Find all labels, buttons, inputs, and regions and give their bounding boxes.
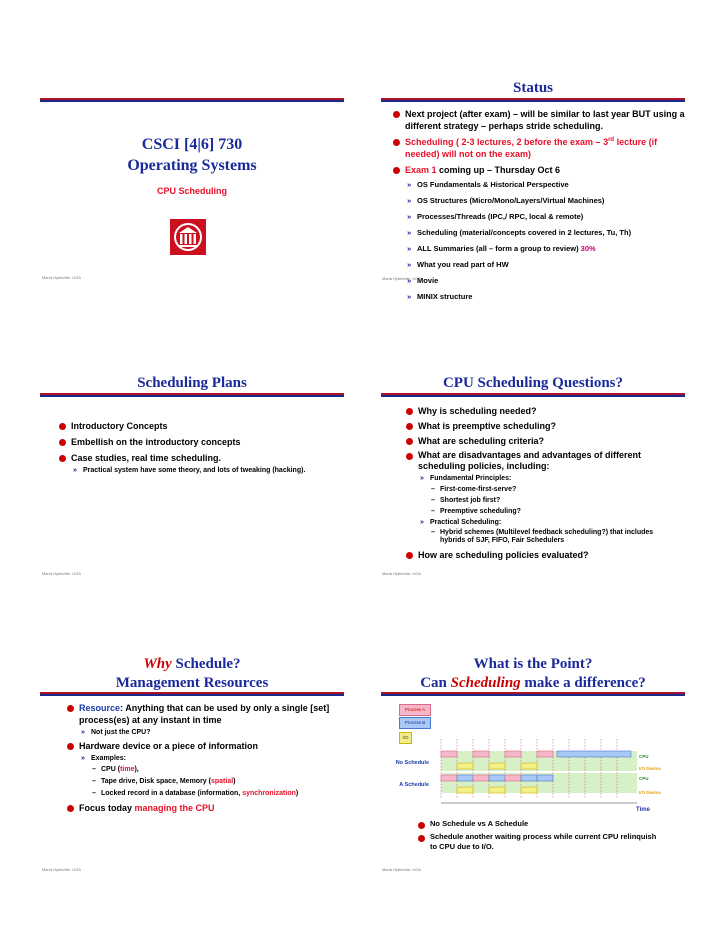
lane-label: CPU [639,776,649,781]
title-bar-4 [381,393,685,397]
point-bullet: No Schedule vs A Schedule [417,819,657,829]
plans-bullets [58,420,308,476]
io-burst [457,763,473,769]
footer-4: Maria Hybinette, UGA [382,571,421,576]
cpu-burst-b [521,775,537,781]
question-sub: » Fundamental Principles: – First-come-first-serve? – Shortest job first? – Preemptive scheduling? [418,474,670,516]
cpu-burst-a [473,775,489,781]
question-sub-item: – First-come-first-serve? [430,485,670,494]
lane-label: I/O Device [639,790,661,795]
footer-3: Maria Hybinette, UGA [42,571,81,576]
status-bullet-project: Next project (after exam) – will be similar to last year BUT using a different strategy – perhaps stride scheduling. [392,108,687,132]
exam-topic: » MINIX structure [405,291,687,302]
io-burst [489,787,505,793]
footer-1: Maria Hybinette, UGA [42,275,81,280]
plans-title: Scheduling Plans [137,375,247,391]
schedule-timeline [381,737,685,817]
exam-topic: » OS Fundamentals & Historical Perspective [405,179,687,190]
cpu-burst-a [505,775,521,781]
course-title: CSCI [4|6] 730 Operating Systems [127,136,257,174]
question-bullet: What are scheduling criteria? [405,435,670,447]
lane-label: I/O Device [639,766,661,771]
exam-topics [405,179,687,302]
row-label: A Schedule [399,782,429,788]
exam-topic: » OS Structures (Micro/Mono/Layers/Virtual Machines) [405,195,687,206]
cpu-burst-b [489,775,505,781]
exam-topic: » Movie [405,275,687,286]
legend-process-a: Process A [399,704,431,716]
time-label: Time [636,807,650,813]
why-bullet-hardware: Hardware device or a piece of information » Examples: – CPU (time), – Tape drive, Disk space, Memory (spatial) – Locked record in a database (information, synchronization) [66,740,331,798]
plans-bullet: Introductory Concepts [58,420,308,432]
status-bullet-exam: Exam 1 coming up – Thursday Oct 6 » OS Fundamentals & Historical Perspective » OS Structures (Micro/Mono/Layers/Virtual Machines) » Processes/Threads (IPC,/ RPC, local & remote) » Scheduling (material/concepts covered in 2 lectures, Tu, Th) » ALL Summaries (all – form a group to review) 30% » What you read part of HW » Movie » MINIX structure [392,164,687,302]
why-bullet-focus: Focus today managing the CPU [66,802,331,814]
questions-bullets [405,405,670,561]
exam-topic: » What you read part of HW [405,259,687,270]
cpu-burst-a [441,751,457,757]
cpu-burst-a [473,751,489,757]
exam-topic: » Scheduling (material/concepts covered in 2 lectures, Tu, Th) [405,227,687,238]
cpu-burst-b [557,751,631,757]
example-item: – Locked record in a database (information, synchronization) [91,789,331,798]
cpu-burst-b [457,775,473,781]
why-sub: » Examples: – CPU (time), – Tape drive, Disk space, Memory (spatial) – Locked record in a database (information, synchronization) [79,753,331,798]
title-bar-5 [40,692,344,696]
why-title: Why Schedule? Management Resources [115,656,269,691]
lane-label: CPU [639,754,649,759]
legend-io: I/O [399,732,412,744]
why-sub: » Not just the CPU? [79,727,331,738]
why-bullets [66,702,331,814]
exam-topic: » Processes/Threads (IPC,/ RPC, local & remote) [405,211,687,222]
status-bullet-scheduling: Scheduling ( 2-3 lectures, 2 before the exam – 3rd lecture (if needed) will not on the exam) [392,136,687,160]
questions-title: CPU Scheduling Questions? [442,375,624,391]
footer-5: Maria Hybinette, UGA [42,867,81,872]
question-bullet: Why is scheduling needed? [405,405,670,417]
io-burst [457,787,473,793]
status-bullets [392,108,687,302]
question-sub: » Practical Scheduling: – Hybrid schemes (Multilevel feedback scheduling?) that includes hybrids of SJF, FIFO, Fair Schedulers [418,518,670,545]
question-sub-item: – Shortest job first? [430,496,670,505]
question-bullet: What is preemptive scheduling? [405,420,670,432]
footer-2: Maria Hybinette, UGA [382,276,421,281]
io-burst [489,763,505,769]
title-bar-6 [381,692,685,696]
cpu-burst-a [441,775,457,781]
question-bullet: What are disadvantages and advantages of different scheduling policies, including: » Fundamental Principles: – First-come-first-serve? – Shortest job first? – Preemptive scheduling? » Practical Scheduling: – Hybrid schemes (Multilevel feedback scheduling?) that includes hybrids of SJF, FIFO, Fair Schedulers [405,450,670,545]
point-bullets [417,819,657,852]
question-sub-item: – Preemptive scheduling? [430,507,670,516]
io-burst [521,763,537,769]
title-bar-2 [381,98,685,102]
cpu-burst-a [537,751,553,757]
point-bullet: Schedule another waiting process while current CPU relinquish to CPU due to I/O. [417,832,657,852]
question-bullet: How are scheduling policies evaluated? [405,549,670,561]
why-bullet-resource: Resource: Anything that can be used by only a single [set] process(es) at any instant in time » Not just the CPU? [66,702,331,738]
point-title: What is the Point? Can Scheduling make a difference? [420,656,646,691]
exam-topic: » ALL Summaries (all – form a group to review) 30% [405,243,687,254]
question-sub-item: – Hybrid schemes (Multilevel feedback scheduling?) that includes hybrids of SJF, FIFO, Fair Schedulers [430,529,670,545]
legend-process-b: Process B [399,717,431,729]
status-title: Status [512,80,553,96]
title-bar-3 [40,393,344,397]
plans-bullet: Embellish on the introductory concepts [58,436,308,448]
uga-logo-icon [170,219,206,255]
cpu-burst-b [537,775,553,781]
example-item: – Tape drive, Disk space, Memory (spatial) [91,777,331,786]
footer-6: Maria Hybinette, UGA [382,867,421,872]
course-subtitle: CPU Scheduling [156,186,227,196]
row-label: No Schedule [395,760,429,766]
example-item: – CPU (time), [91,765,331,774]
io-burst [521,787,537,793]
plans-sub: » Practical system have some theory, and lots of tweaking (hacking). [71,466,308,476]
plans-bullet: Case studies, real time scheduling. » Practical system have some theory, and lots of tweaking (hacking). [58,452,308,476]
cpu-burst-a [505,751,521,757]
title-bar-1 [40,98,344,102]
